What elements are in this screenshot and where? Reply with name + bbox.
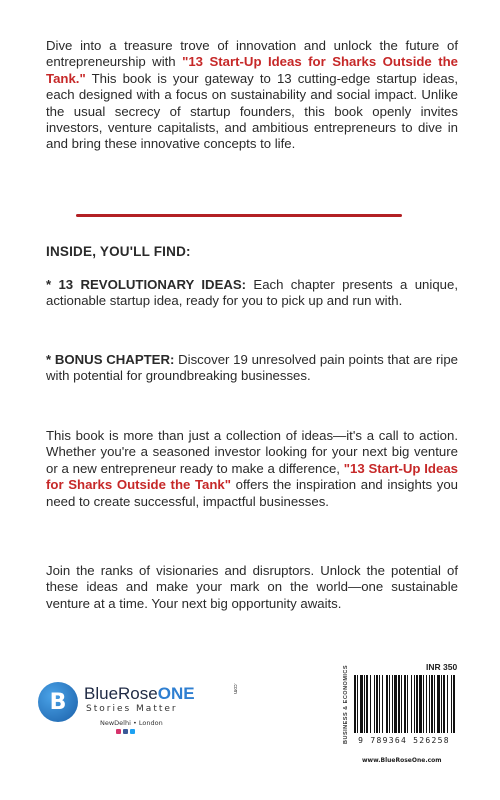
publisher-logo-icon	[38, 682, 78, 722]
call-to-action-paragraph	[46, 428, 458, 510]
book-price: INR 350	[426, 662, 458, 672]
feature-text: Each chapter presents a unique, actionable startup idea, ready for you to pick up and run with.	[46, 277, 458, 309]
publisher-name	[84, 684, 195, 704]
publisher-name-part-1: BlueRose	[84, 684, 158, 703]
publisher-cities: NewDelhi • London	[100, 719, 163, 727]
social-icons	[116, 729, 135, 734]
feature-label: * BONUS CHAPTER:	[46, 352, 175, 367]
intro-text-2: This book is your gateway to 13 cutting-edge startup ideas, each designed with a focus on sustainability and social impact. Unlike the usual secrecy of startup founders, this book openly invites investors, venture capitalists, and ambitious entrepreneurs to dive in and bring these innovative concepts to life.	[46, 70, 458, 152]
logo-letter: B	[49, 689, 67, 715]
instagram-icon	[116, 729, 121, 734]
publisher-tagline: Stories Matter	[86, 704, 178, 714]
feature-item-bonus	[46, 352, 458, 385]
section-divider	[76, 214, 402, 217]
publisher-name-part-2: ONE	[157, 684, 195, 703]
facebook-icon	[123, 729, 128, 734]
inside-heading: INSIDE, YOU'LL FIND:	[46, 244, 191, 259]
twitter-icon	[130, 729, 135, 734]
isbn-barcode	[352, 675, 456, 735]
book-title-highlight: "13 Start-Up Ideas for Sharks Outside the Tank"	[46, 460, 458, 493]
cta-text-1: This book is more than just a collection of ideas—it's a call to action. Whether you're a seasoned investor looking for your next big venture or a new entrepreneur ready to make a difference,	[46, 428, 458, 476]
feature-item-ideas	[46, 277, 458, 310]
feature-text: Discover 19 unresolved pain points that are ripe with potential for groundbreaking businesses.	[46, 352, 458, 384]
publisher-domain-suffix: .com	[232, 683, 238, 694]
cta-text-2: offers the inspiration and insights you need to create successful, impactful businesses.	[46, 477, 458, 509]
intro-text-1: Dive into a treasure trove of innovation and unlock the future of entrepreneurship with	[46, 38, 458, 70]
book-category: BUSINESS & ECONOMICS	[343, 664, 349, 744]
feature-label: * 13 REVOLUTIONARY IDEAS:	[46, 277, 247, 292]
intro-paragraph	[46, 38, 458, 153]
closing-paragraph: Join the ranks of visionaries and disruptors. Unlock the potential of these ideas and make your mark on the world—one sustainable venture at a time. Your next big opportunity awaits.	[46, 563, 458, 611]
isbn-number: 9 789364 526258	[358, 736, 450, 745]
publisher-website: www.BlueRoseOne.com	[362, 757, 442, 764]
book-title-highlight: "13 Start-Up Ideas for Sharks Outside the Tank."	[46, 54, 458, 86]
